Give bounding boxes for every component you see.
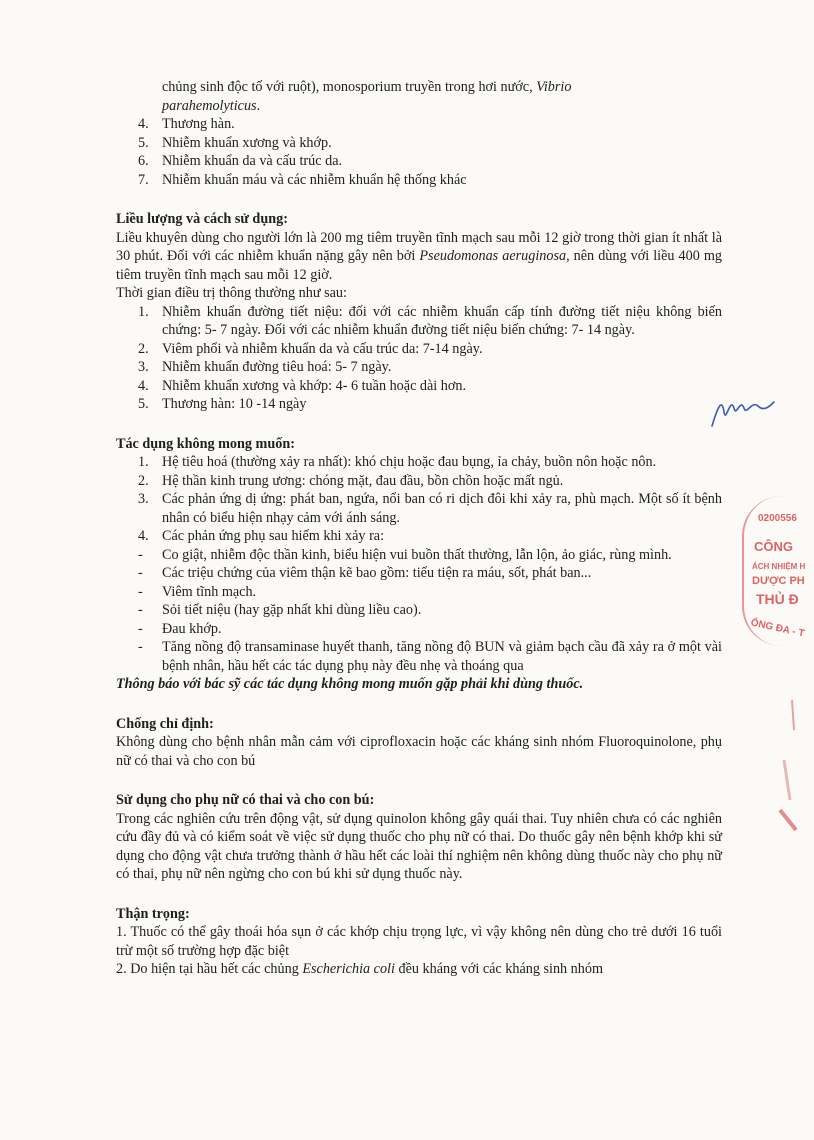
- dosage-text-a: Liều khuyên dùng cho người lớn là 200 mg tiêm truyền tĩnh mạch sau mỗi 12 giờ trong thời gian ít nhất là 30 phút. Đối với các nhiễm khuẩn nặng gây nên bởi: [116, 229, 722, 264]
- list-number: 5.: [138, 134, 149, 151]
- side-effects-list: [116, 453, 722, 675]
- list-number: 4.: [138, 528, 149, 544]
- list-dash: -: [138, 602, 143, 618]
- list-number: 4.: [138, 377, 149, 394]
- precautions-heading: Thận trọng:: [116, 905, 190, 922]
- precautions-item-2: [116, 960, 722, 979]
- list-text: Nhiễm khuẩn da và cấu trúc da.: [162, 153, 343, 169]
- dosage-duration-list: [116, 303, 722, 414]
- list-text: Viêm phổi và nhiễm khuẩn da và cấu trúc da: 7-14 ngày.: [162, 340, 483, 357]
- list-item: [116, 358, 722, 377]
- list-number: 1.: [138, 303, 149, 320]
- list-text: Thương hàn: 10 -14 ngày: [162, 396, 307, 412]
- list-number: 7.: [138, 171, 149, 188]
- list-text: Nhiễm khuẩn đường tiết niệu: đối với các nhiễm khuẩn cấp tính đường tiết niệu không biến chứng: 5- 7 ngày. Đối với các nhiễm khuẩn đường tiết niệu biến chứng: 7- 14 ngày.: [162, 303, 722, 338]
- contraindications-heading: Chống chỉ định:: [116, 715, 214, 732]
- intro-paragraph: [116, 78, 722, 115]
- dosage-heading: Liều lượng và cách sử dụng:: [116, 211, 288, 227]
- stamp-text: DƯỢC PH: [752, 575, 805, 587]
- list-text: Hệ tiêu hoá (thường xảy ra nhất): khó chịu hoặc đau bụng, ỉa chảy, buồn nôn hoặc nôn.: [162, 454, 657, 470]
- company-stamp: [742, 496, 814, 646]
- intro-text: chủng sinh độc tố với ruột), monosporium truyền trong hơi nước,: [162, 79, 537, 95]
- contraindications-text: Không dùng cho bệnh nhân mẫn cảm với ciprofloxacin hoặc các kháng sinh nhóm Fluoroquinolone, phụ nữ có thai và cho con bú: [116, 734, 722, 769]
- stamp-text: 0200556: [758, 513, 797, 524]
- precautions-item-1: 1. Thuốc có thể gây thoái hóa sụn ở các khớp chịu trọng lực, vì vậy không nên dùng cho trẻ dưới 16 tuổi trừ một số trường hợp đặc biệt: [116, 924, 722, 959]
- list-item: [116, 152, 722, 171]
- stamp-text: CÔNG: [754, 539, 793, 554]
- precautions-text-b: đều kháng với các kháng sinh nhóm: [394, 961, 603, 977]
- list-item: [116, 171, 722, 190]
- list-text: Nhiễm khuẩn máu và các nhiễm khuẩn hệ thống khác: [162, 171, 467, 188]
- list-text: Các phản ứng phụ sau hiếm khi xảy ra:: [162, 528, 385, 544]
- pregnancy-heading: Sử dụng cho phụ nữ có thai và cho con bú:: [116, 792, 375, 808]
- document-body: [116, 78, 722, 979]
- list-item: [116, 453, 722, 472]
- list-item: [116, 601, 722, 620]
- list-text: Tăng nồng độ transaminase huyết thanh, tăng nồng độ BUN và giảm bạch cầu đã xảy ra ở một vài bệnh nhân, hầu hết các tác dụng phụ này đều nhẹ và thoáng qua: [162, 639, 722, 674]
- list-number: 5.: [138, 396, 149, 412]
- list-item: [116, 115, 722, 134]
- list-text: Thương hàn.: [162, 116, 235, 132]
- dosage-italic: Pseudomonas aeruginosa: [419, 248, 567, 264]
- side-effects-warning: Thông báo với bác sỹ các tác dụng không mong muốn gặp phải khi dùng thuốc.: [116, 676, 584, 692]
- dosage-text-b: , nên dùng với liều 400 mg tiêm truyền tĩnh mạch sau mỗi 12 giờ.: [116, 248, 722, 283]
- precautions-text-a: 2. Do hiện tại hầu hết các chủng: [116, 961, 303, 977]
- dosage-paragraph: [116, 229, 722, 285]
- list-dash: -: [138, 620, 143, 637]
- margin-smudge-icon: [770, 690, 798, 840]
- stamp-text: THỦ Đ: [756, 591, 799, 607]
- list-item: [116, 527, 722, 546]
- list-item: [116, 620, 722, 639]
- dosage-duration-intro: Thời gian điều trị thông thường như sau:: [116, 285, 347, 301]
- list-item: [116, 638, 722, 675]
- list-item: [116, 472, 722, 491]
- list-text: Hệ thần kinh trung ương: chóng mặt, đau đầu, bồn chồn hoặc mất ngủ.: [162, 472, 564, 489]
- list-number: 1.: [138, 454, 149, 470]
- list-item: [116, 340, 722, 359]
- list-item: [116, 303, 722, 340]
- list-text: Nhiễm khuẩn xương và khớp.: [162, 134, 332, 151]
- pregnancy-text: Trong các nghiên cứu trên động vật, sử dụng quinolon không gây quái thai. Tuy nhiên chưa có các nghiên cứu đầy đủ và có kiểm soát về việc sử dụng thuốc cho phụ nữ có thai. Do thuốc gây nên bệnh khớp khi sử dụng cho động vật chưa trưởng thành ở hầu hết các loài thí nghiệm nên không dùng thuốc này cho phụ nữ có thai, phụ nữ nên ngừng cho con bú khi sử dụng thuốc này.: [116, 810, 722, 882]
- list-text: Viêm tĩnh mạch.: [162, 583, 257, 600]
- list-number: 2.: [138, 340, 149, 357]
- list-item: [116, 134, 722, 153]
- stamp-text: ỐNG ĐA - T: [749, 617, 806, 640]
- list-number: 4.: [138, 116, 149, 132]
- list-number: 3.: [138, 359, 149, 375]
- list-number: 6.: [138, 153, 149, 169]
- list-item: [116, 546, 722, 565]
- intro-italic-2: parahemolyticus: [162, 97, 257, 114]
- list-dash: -: [138, 639, 143, 655]
- signature-icon: [708, 386, 778, 436]
- intro-rest: .: [256, 97, 261, 114]
- indication-list: [116, 115, 722, 189]
- precautions-italic: Escherichia coli: [302, 961, 395, 977]
- list-number: 2.: [138, 472, 149, 489]
- list-number: 3.: [138, 491, 149, 507]
- list-text: Các triệu chứng của viêm thận kẽ bao gồm: tiểu tiện ra máu, sốt, phát ban...: [162, 565, 592, 581]
- list-dash: -: [138, 546, 143, 563]
- list-item: [116, 564, 722, 583]
- stamp-text: ÁCH NHIỆM H: [752, 562, 806, 571]
- list-text: Các phản ứng dị ứng: phát ban, ngứa, nổi ban có ri dịch đôi khi xảy ra, phù mạch. Một số ít bệnh nhân có biểu hiện nhạy cảm với ánh sáng.: [162, 491, 722, 526]
- list-text: Nhiễm khuẩn đường tiêu hoá: 5- 7 ngày.: [162, 359, 392, 375]
- list-text: Nhiễm khuẩn xương và khớp: 4- 6 tuần hoặc dài hơn.: [162, 377, 467, 394]
- list-item: [116, 490, 722, 527]
- list-item: [116, 377, 722, 396]
- list-dash: -: [138, 565, 143, 581]
- list-dash: -: [138, 583, 143, 600]
- side-effects-heading: Tác dụng không mong muốn:: [116, 435, 295, 452]
- list-text: Đau khớp.: [162, 620, 222, 637]
- list-item: [116, 395, 722, 414]
- list-item: [116, 583, 722, 602]
- list-text: Co giật, nhiễm độc thần kinh, biểu hiện vui buồn thất thường, lẫn lộn, ảo giác, rùng mình.: [162, 546, 672, 563]
- list-text: Sỏi tiết niệu (hay gặp nhất khi dùng liều cao).: [162, 602, 422, 618]
- intro-italic-1: Vibrio: [536, 79, 572, 95]
